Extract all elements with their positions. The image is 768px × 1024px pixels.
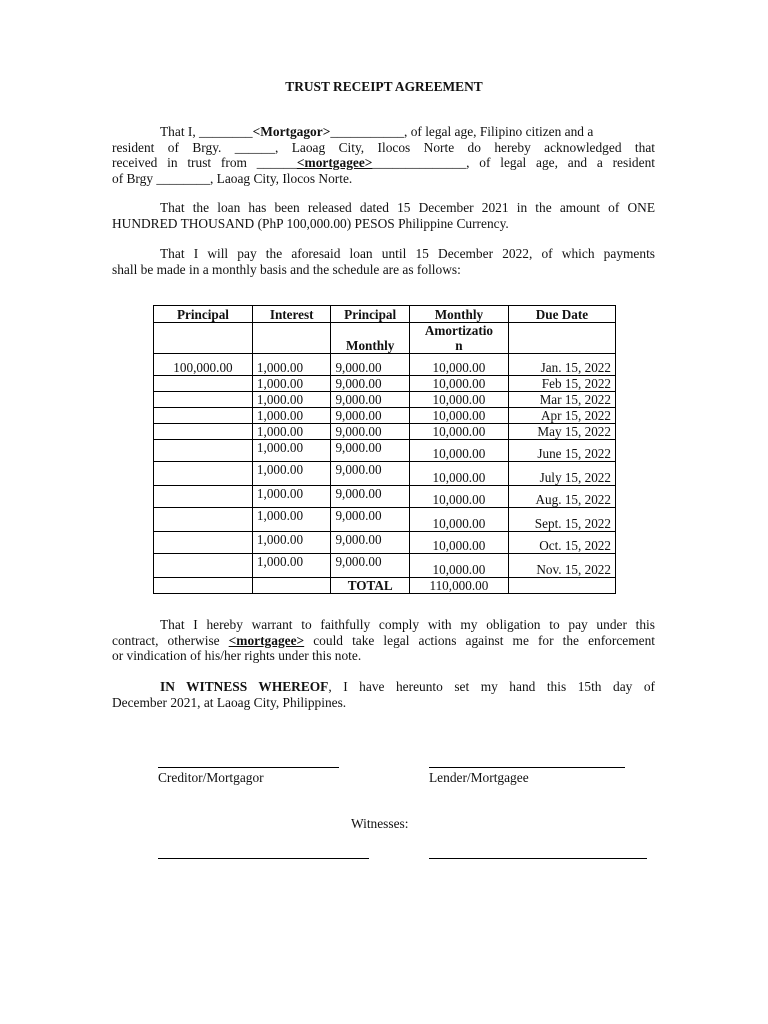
para2-line1: That the loan has been released dated 15 December 2021 in the amount of ONE bbox=[160, 200, 655, 215]
table-header-row bbox=[154, 306, 616, 323]
para1-line1 bbox=[112, 124, 655, 140]
cell-due-date: June 15, 2022 bbox=[508, 440, 615, 462]
cell-principal bbox=[154, 486, 253, 508]
cell-amortization: 10,000.00 bbox=[409, 462, 508, 486]
cell-due-date: July 15, 2022 bbox=[508, 462, 615, 486]
cell-amortization: 10,000.00 bbox=[409, 424, 508, 440]
header-due-date: Due Date bbox=[508, 306, 615, 323]
cell-due-date: Feb 15, 2022 bbox=[508, 376, 615, 392]
para4-line2 bbox=[112, 633, 655, 649]
paragraph-warranty bbox=[112, 617, 655, 664]
amortization-text-b: n bbox=[455, 338, 463, 353]
cell-principal bbox=[154, 408, 253, 424]
para5-line1 bbox=[112, 679, 655, 695]
document-title: TRUST RECEIPT AGREEMENT bbox=[285, 79, 483, 94]
cell-principal-monthly: 9,000.00 bbox=[331, 376, 410, 392]
para1-l3a: received in trust from ______ bbox=[112, 155, 297, 170]
para2-line2: HUNDRED THOUSAND (PhP 100,000.00) PESOS Philippine Currency. bbox=[112, 215, 509, 231]
cell-due-date: Nov. 15, 2022 bbox=[508, 554, 615, 578]
label-lender-mortgagee: Lender/Mortgagee bbox=[429, 770, 529, 785]
cell-principal: 100,000.00 bbox=[154, 354, 253, 376]
cell-interest: 1,000.00 bbox=[252, 532, 331, 554]
table-row bbox=[154, 486, 616, 508]
para1-l1a: That I, ________ bbox=[160, 124, 253, 139]
para1-line4: of Brgy ________, Laoag City, Ilocos Norte. bbox=[112, 170, 353, 186]
cell-principal bbox=[154, 424, 253, 440]
header-principal: Principal bbox=[154, 306, 253, 323]
paragraph-payment-schedule bbox=[112, 246, 655, 277]
para4-l2c: could take legal actions against me for the enforcement bbox=[304, 632, 655, 648]
total-label: TOTAL bbox=[331, 578, 410, 594]
cell-principal bbox=[154, 376, 253, 392]
mortgagee-placeholder-2: <mortgagee> bbox=[228, 632, 305, 648]
header-principal-monthly: Principal bbox=[331, 306, 410, 323]
table-row bbox=[154, 354, 616, 376]
header-monthly: Monthly bbox=[409, 306, 508, 323]
cell-principal bbox=[154, 392, 253, 408]
cell-interest: 1,000.00 bbox=[252, 440, 331, 462]
cell-principal-monthly: 9,000.00 bbox=[331, 392, 410, 408]
cell-principal-monthly: 9,000.00 bbox=[331, 532, 410, 554]
table-row bbox=[154, 424, 616, 440]
cell-amortization: 10,000.00 bbox=[409, 354, 508, 376]
paragraph-witness-whereof bbox=[112, 679, 655, 710]
signature-line-witness-1 bbox=[158, 858, 369, 859]
cell-due-date: Apr 15, 2022 bbox=[508, 408, 615, 424]
cell-principal-monthly: 9,000.00 bbox=[331, 440, 410, 462]
cell-interest: 1,000.00 bbox=[252, 462, 331, 486]
table-subheader-row bbox=[154, 323, 616, 354]
cell-due-date: Oct. 15, 2022 bbox=[508, 532, 615, 554]
para3-line2: shall be made in a monthly basis and the schedule are as follows: bbox=[112, 261, 461, 277]
table-row bbox=[154, 408, 616, 424]
para4-line3: or vindication of his/her rights under this note. bbox=[112, 648, 362, 663]
table-row bbox=[154, 532, 616, 554]
cell-principal bbox=[154, 532, 253, 554]
paragraph-parties bbox=[112, 124, 655, 186]
signature-line-witness-2 bbox=[429, 858, 647, 859]
subheader-amortization bbox=[409, 323, 508, 354]
signature-line-mortgagor bbox=[158, 767, 339, 768]
cell-due-date: Aug. 15, 2022 bbox=[508, 486, 615, 508]
para1-line2: resident of Brgy. ______, Laoag City, Ilocos Norte do hereby acknowledged that bbox=[112, 139, 655, 155]
schedule-body bbox=[154, 354, 616, 578]
para4-l2a: contract, otherwise bbox=[112, 632, 229, 648]
cell-principal-monthly: 9,000.00 bbox=[331, 354, 410, 376]
witness-whereof-bold: IN WITNESS WHEREOF bbox=[160, 679, 329, 694]
cell-principal-monthly: 9,000.00 bbox=[331, 508, 410, 532]
cell-due-date: Jan. 15, 2022 bbox=[508, 354, 615, 376]
mortgagee-placeholder: <mortgagee> bbox=[296, 155, 373, 170]
cell-interest: 1,000.00 bbox=[252, 554, 331, 578]
cell-amortization: 10,000.00 bbox=[409, 440, 508, 462]
amortization-text-a: Amortizatio bbox=[424, 323, 493, 338]
cell-amortization: 10,000.00 bbox=[409, 554, 508, 578]
cell-amortization: 10,000.00 bbox=[409, 486, 508, 508]
para1-l1c: ___________, of legal age, Filipino citizen and a bbox=[330, 124, 594, 139]
cell-interest: 1,000.00 bbox=[252, 354, 331, 376]
cell-amortization: 10,000.00 bbox=[409, 392, 508, 408]
cell-principal-monthly: 9,000.00 bbox=[331, 554, 410, 578]
cell-principal-monthly: 9,000.00 bbox=[331, 486, 410, 508]
cell-principal bbox=[154, 554, 253, 578]
subheader-monthly: Monthly bbox=[331, 323, 410, 354]
header-interest: Interest bbox=[252, 306, 331, 323]
para3-line1: That I will pay the aforesaid loan until 15 December 2022, of which payments bbox=[160, 246, 655, 261]
cell-amortization: 10,000.00 bbox=[409, 408, 508, 424]
cell-interest: 1,000.00 bbox=[252, 392, 331, 408]
label-creditor-mortgagor: Creditor/Mortgagor bbox=[158, 770, 264, 785]
para5-line2: December 2021, at Laoag City, Philippines. bbox=[112, 694, 347, 710]
table-total-row bbox=[154, 578, 616, 594]
table-row bbox=[154, 376, 616, 392]
cell-due-date: Mar 15, 2022 bbox=[508, 392, 615, 408]
table-row bbox=[154, 462, 616, 486]
table-row bbox=[154, 554, 616, 578]
cell-amortization: 10,000.00 bbox=[409, 376, 508, 392]
label-witnesses: Witnesses: bbox=[351, 816, 409, 831]
cell-interest: 1,000.00 bbox=[252, 424, 331, 440]
cell-principal bbox=[154, 508, 253, 532]
table-row bbox=[154, 508, 616, 532]
cell-due-date: May 15, 2022 bbox=[508, 424, 615, 440]
signature-line-mortgagee bbox=[429, 767, 625, 768]
para5-l1-rest: , I have hereunto set my hand this 15th day of bbox=[328, 679, 655, 694]
cell-amortization: 10,000.00 bbox=[409, 532, 508, 554]
para1-line3 bbox=[112, 155, 655, 171]
cell-interest: 1,000.00 bbox=[252, 408, 331, 424]
para1-l3c: ______________, of legal age, and a resident bbox=[372, 155, 655, 170]
cell-due-date: Sept. 15, 2022 bbox=[508, 508, 615, 532]
table-row bbox=[154, 392, 616, 408]
cell-interest: 1,000.00 bbox=[252, 376, 331, 392]
mortgagor-placeholder: <Mortgagor> bbox=[252, 124, 331, 139]
cell-principal-monthly: 9,000.00 bbox=[331, 424, 410, 440]
cell-interest: 1,000.00 bbox=[252, 508, 331, 532]
cell-principal bbox=[154, 462, 253, 486]
para4-line1: That I hereby warrant to faithfully comply with my obligation to pay under this bbox=[160, 617, 655, 632]
cell-interest: 1,000.00 bbox=[252, 486, 331, 508]
cell-principal-monthly: 9,000.00 bbox=[331, 462, 410, 486]
cell-amortization: 10,000.00 bbox=[409, 508, 508, 532]
paragraph-loan-release bbox=[112, 200, 655, 231]
total-value: 110,000.00 bbox=[409, 578, 508, 594]
cell-principal-monthly: 9,000.00 bbox=[331, 408, 410, 424]
amortization-table bbox=[153, 305, 616, 594]
cell-principal bbox=[154, 440, 253, 462]
table-row bbox=[154, 440, 616, 462]
